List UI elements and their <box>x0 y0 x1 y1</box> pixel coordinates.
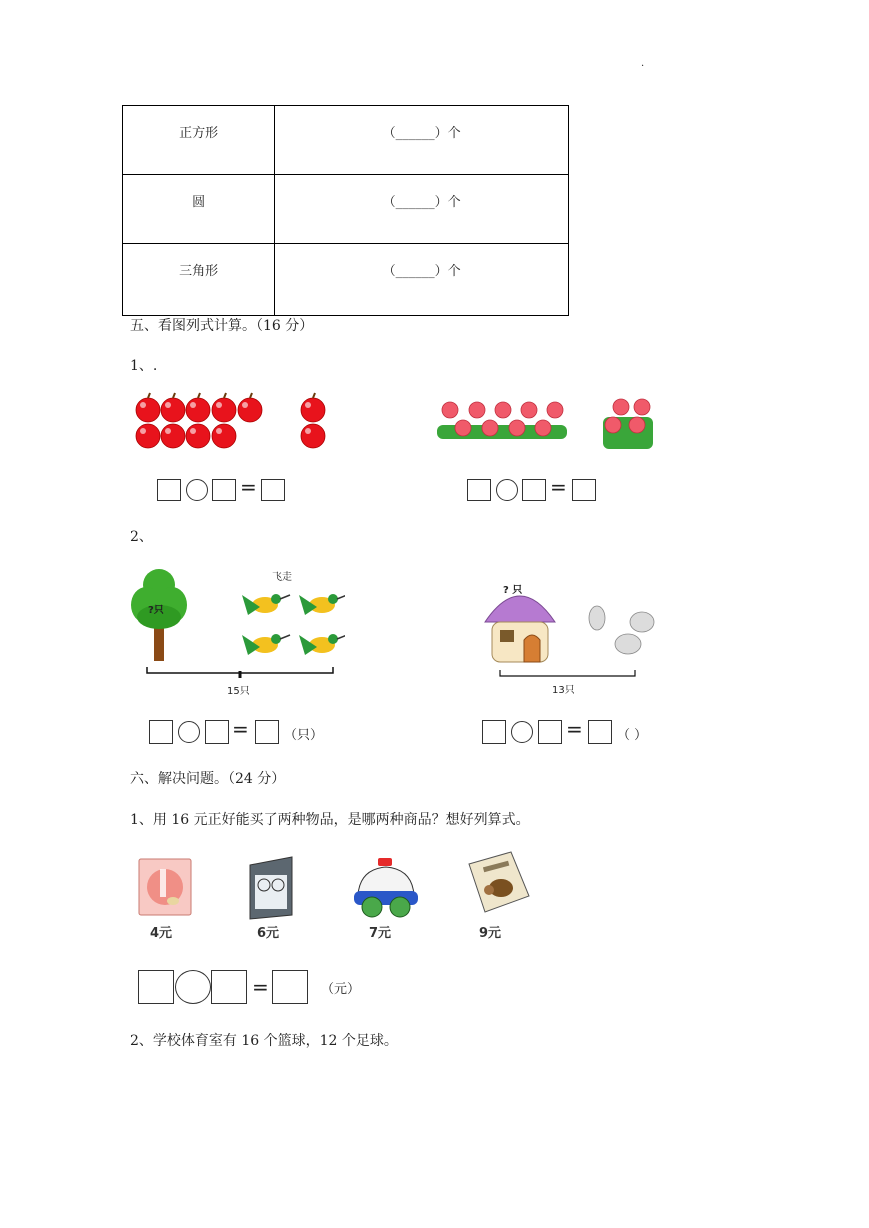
answer-box[interactable] <box>482 720 506 744</box>
fly-away-label: 飞走 <box>272 572 292 583</box>
price-label: 6元 <box>257 926 280 941</box>
snack-bag-icon <box>137 855 194 918</box>
answer-box[interactable] <box>272 970 308 1004</box>
price-label: 7元 <box>369 926 392 941</box>
operator-circle[interactable] <box>186 479 208 501</box>
answer-box[interactable] <box>157 479 181 501</box>
table-row <box>123 106 569 175</box>
unit-label: （元） <box>321 982 361 997</box>
answer-cell[interactable]: （______）个 <box>275 244 569 316</box>
price-label: 4元 <box>150 926 173 941</box>
house-doves-illustration <box>480 578 670 698</box>
operator-circle[interactable] <box>511 721 533 743</box>
card-package-icon <box>246 855 296 921</box>
question-1-label: 1、. <box>130 358 158 374</box>
section-6-question-2: 2、学校体育室有 16 个篮球，12 个足球。 <box>130 1033 398 1049</box>
toy-car-icon <box>350 855 422 921</box>
house-question-label: ? 只 <box>503 585 523 596</box>
table-row <box>123 244 569 316</box>
price-label: 9元 <box>479 926 502 941</box>
shape-name-cell: 圆 <box>123 175 275 244</box>
unit-label: （ ） <box>617 728 648 743</box>
answer-box[interactable] <box>522 479 546 501</box>
unit-label: （只） <box>284 728 324 743</box>
shape-name-cell: 正方形 <box>123 106 275 175</box>
answer-box[interactable] <box>138 970 174 1004</box>
answer-box[interactable] <box>149 720 173 744</box>
equals-sign: = <box>232 717 249 741</box>
answer-box[interactable] <box>211 970 247 1004</box>
equals-sign: = <box>240 475 257 499</box>
operator-circle[interactable] <box>175 970 211 1004</box>
answer-box[interactable] <box>255 720 279 744</box>
tree-question-label: ?只 <box>148 605 164 616</box>
flowers-illustration <box>437 395 662 455</box>
answer-box[interactable] <box>588 720 612 744</box>
apples-illustration <box>130 392 330 454</box>
equals-sign: = <box>550 475 567 499</box>
answer-box[interactable] <box>467 479 491 501</box>
question-2-label: 2、 <box>130 529 153 545</box>
answer-box[interactable] <box>212 479 236 501</box>
section-6-title: 六、解决问题。（24 分） <box>130 771 286 787</box>
shape-name-cell: 三角形 <box>123 244 275 316</box>
book-icon <box>463 850 533 916</box>
equals-sign: = <box>252 975 269 999</box>
answer-box[interactable] <box>261 479 285 501</box>
shape-count-table <box>122 105 569 316</box>
table-row <box>123 175 569 244</box>
section-5-title: 五、看图列式计算。（16 分） <box>130 318 314 334</box>
tree-birds-illustration <box>130 565 345 685</box>
answer-box[interactable] <box>205 720 229 744</box>
answer-box[interactable] <box>538 720 562 744</box>
section-6-question-1: 1、用 16 元正好能买了两种物品，是哪两种商品？想好列算式。 <box>130 812 530 828</box>
answer-box[interactable] <box>572 479 596 501</box>
answer-cell[interactable]: （______）个 <box>275 175 569 244</box>
header-mark: . <box>641 58 645 69</box>
operator-circle[interactable] <box>496 479 518 501</box>
doves-total-label: 13只 <box>552 685 575 696</box>
birds-total-label: 15只 <box>227 686 250 697</box>
operator-circle[interactable] <box>178 721 200 743</box>
equals-sign: = <box>566 717 583 741</box>
answer-cell[interactable]: （______）个 <box>275 106 569 175</box>
